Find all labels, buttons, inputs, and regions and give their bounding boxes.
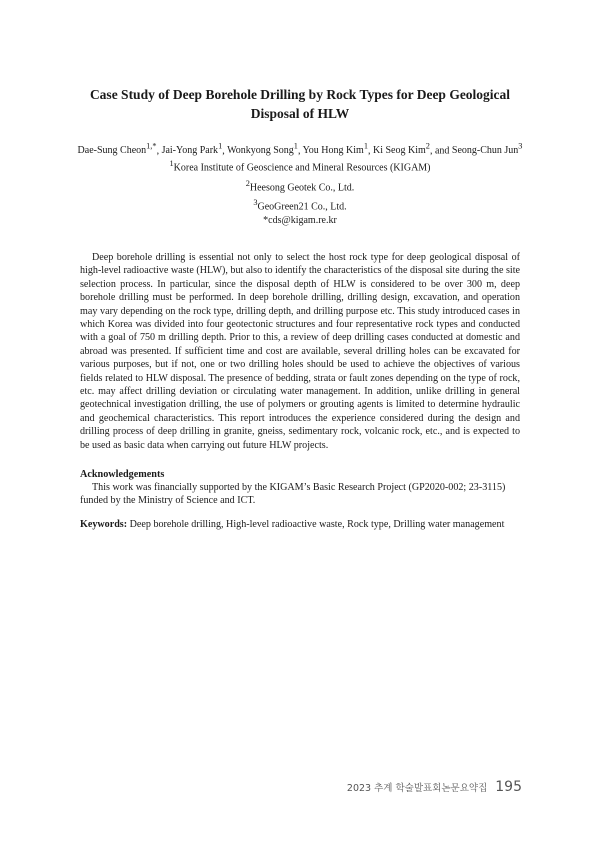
author: Dae-Sung Cheon$^{1,*}$ bbox=[77, 142, 157, 157]
page-footer bbox=[347, 779, 522, 795]
keywords-label: Keywords: bbox=[80, 519, 128, 530]
author: Wonkyong Song$^1$ bbox=[227, 142, 298, 157]
keywords-text: Deep borehole drilling, High-level radioactive waste, Rock type, Drilling water management bbox=[127, 519, 505, 530]
author: You Hong Kim$^1$ bbox=[302, 142, 368, 157]
abstract-paragraph: Deep borehole drilling is essential not only to select the host rock type for deep geological disposal of high-level radioactive waste (HLW), but also to identify the characteristics of the disposal site during the site selection process. In particular, since the disposal depth of HLW is considered to be over 300 m, deep borehole drilling must be performed. In deep borehole drilling, drilling design, excavation, and operation may vary depending on the rock type, drilling depth, and drilling purpose etc. This study introduced cases in which Korea was divided into four geotectonic structures and four representative rock types and conducted with a goal of 750 m drilling depth. Prior to this, a review of deep drilling cases conducted at domestic and abroad was presented. If sufficient time and cost are available, several drilling holes can be excavated for various purposes, but if not, one or two drilling holes should be used to achieve the objectives of various fields related to HLW disposal. The presence of bedding, strata or fault zones depending on the type of rock, etc. may affect drilling deviation or circulating water management. In addition, unlike drilling in general geotechnical investigation drilling, the use of polymers or grouting agents is limited to determine hydraulic and geochemical characteristics. This report introduces the experience considered during the design and drilling process of deep drilling in granite, gneiss, sedimentary rock, volcanic rock, etc., and is expected to be used as basic data when carrying out future HLW projects. bbox=[80, 252, 520, 451]
page-number: 195 bbox=[495, 779, 522, 795]
affiliation-2: $^2$Heesong Geotek Co., Ltd. bbox=[245, 179, 355, 194]
author: Ki Seog Kim$^2$ bbox=[372, 142, 430, 157]
acknowledgements-text: This work was financially supported by the KIGAM’s Basic Research Project (GP2020-002; 23-3115) funded by the Ministry of Science and ICT. bbox=[80, 482, 506, 507]
paper-title: Case Study of Deep Borehole Drilling by Rock Types for Deep Geological Disposal of HLW bbox=[89, 87, 511, 121]
acknowledgements-heading: Acknowledgements bbox=[80, 469, 165, 480]
author: Seong-Chun Jun$^3$ bbox=[451, 142, 523, 157]
affiliation-1: $^1$Korea Institute of Geoscience and Mineral Resources (KIGAM) bbox=[169, 159, 431, 174]
corresponding-email: *cds@kigam.re.kr bbox=[263, 215, 337, 226]
proceedings-label: 2023 추계 학술발표회논문요약집 bbox=[346, 783, 488, 794]
author: Jai-Yong Park$^1$ bbox=[161, 142, 223, 157]
affiliation-3: $^3$GeoGreen21 Co., Ltd. bbox=[253, 198, 347, 213]
author-list: Dae-Sung Cheon$^{1,*}$, Jai-Yong Park$^1$, Wonkyong Song$^1$, You Hong Kim$^1$, Ki Seog Kim$^2$, and Seong-Chun Jun$^3$ bbox=[77, 142, 523, 157]
keywords bbox=[80, 518, 530, 531]
